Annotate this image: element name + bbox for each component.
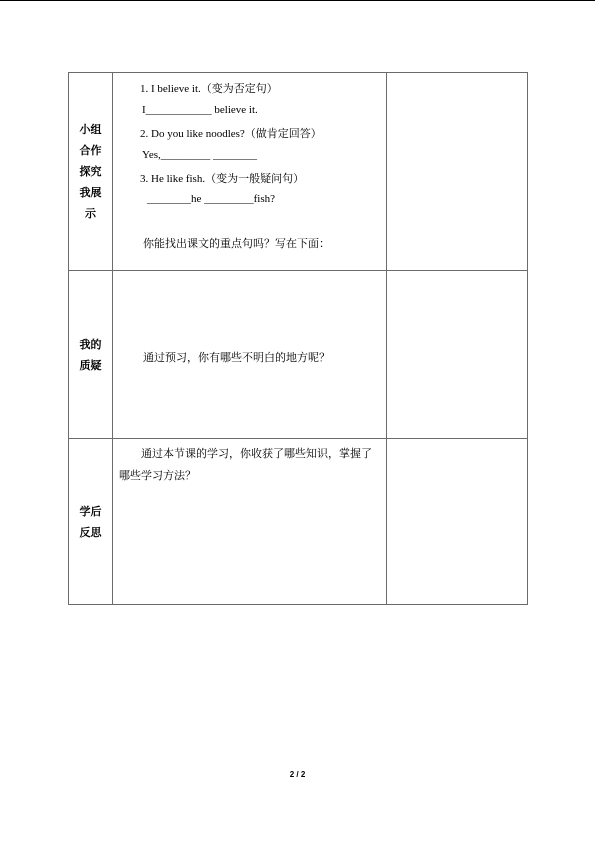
header-rule [0,0,595,1]
row-label-cell [69,73,113,271]
study-table [68,72,528,605]
row-label-reflection: 学后反思 [79,504,102,539]
table-row [69,271,528,439]
content-cell [113,271,387,439]
page-number: 2 / 2 [289,770,306,779]
reflection-prompt: 通过本节课的学习，你收获了哪些知识，掌握了哪些学习方法？ [119,447,372,482]
row-label-cell [69,271,113,439]
row-label-group-exploration: 小组合作探究我展示 [79,123,102,220]
notes-cell [387,439,528,605]
row-label-cell [69,439,113,605]
content-cell [113,73,387,271]
exercise-2-blank: Yes,_________ ________ [142,149,258,161]
exercise-3-blank: ________he _________fish? [147,193,276,205]
exercise-2: 2. Do you like noodles?（做肯定回答） [140,128,322,140]
questions-prompt: 通过预习，你有哪些不明白的地方呢？ [143,351,330,364]
content-cell [113,439,387,605]
table-row [69,439,528,605]
notes-cell [387,271,528,439]
notes-cell [387,73,528,271]
exercise-1-blank: I____________ believe it. [142,104,258,116]
table-row [69,73,528,271]
exercise-1: 1. I believe it.（变为否定句） [140,83,278,95]
exercise-3: 3. He like fish.（变为一般疑问句） [140,173,305,185]
row-label-questions: 我的质疑 [79,337,102,372]
key-sentence-prompt: 你能找出课文的重点句吗？写在下面： [143,237,330,250]
